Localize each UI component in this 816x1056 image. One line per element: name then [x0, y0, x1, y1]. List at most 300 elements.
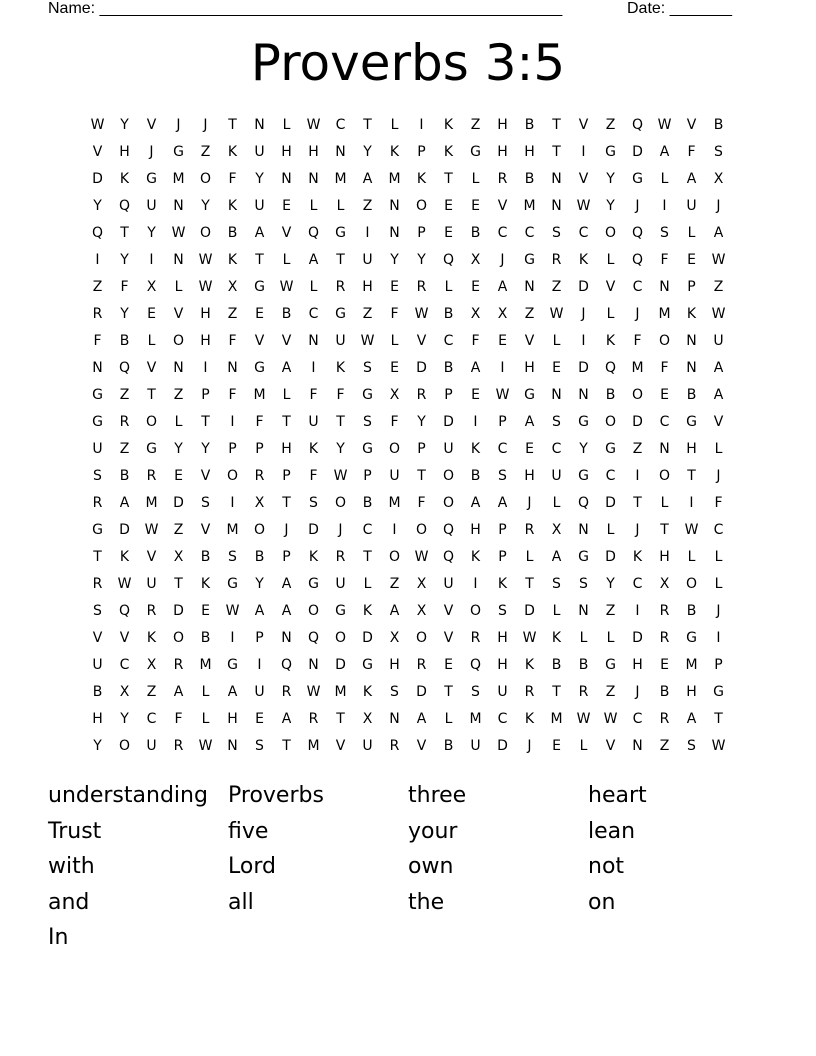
grid-letter: T — [552, 144, 561, 160]
grid-letter: C — [308, 306, 319, 322]
word-bank-item: the — [408, 889, 445, 915]
grid-letter: T — [174, 576, 183, 592]
grid-letter: V — [443, 630, 454, 646]
grid-letter: X — [416, 603, 427, 619]
grid-letter: G — [362, 657, 373, 673]
grid-letter: G — [578, 549, 589, 565]
grid-letter: D — [443, 414, 454, 430]
grid-letter: J — [176, 117, 181, 133]
grid-letter: Q — [307, 225, 320, 241]
grid-letter: C — [551, 441, 562, 457]
grid-letter: L — [201, 684, 210, 700]
grid-letter: E — [390, 279, 399, 295]
grid-letter: H — [632, 657, 643, 673]
grid-letter: I — [473, 414, 478, 430]
grid-letter: W — [117, 576, 132, 592]
grid-letter: P — [282, 549, 291, 565]
grid-letter: S — [498, 603, 507, 619]
grid-letter: R — [524, 684, 535, 700]
grid-letter: G — [524, 252, 535, 268]
grid-letter: B — [443, 360, 454, 376]
grid-letter: G — [713, 684, 724, 700]
grid-letter: O — [388, 549, 401, 565]
grid-letter: W — [711, 306, 726, 322]
grid-letter: A — [686, 171, 697, 187]
word-bank-item: on — [588, 889, 616, 915]
grid-letter: Z — [551, 279, 562, 295]
grid-letter: A — [497, 279, 508, 295]
grid-letter: J — [203, 117, 208, 133]
grid-letter: N — [578, 603, 589, 619]
grid-letter: Y — [93, 198, 102, 214]
grid-letter: S — [552, 225, 561, 241]
grid-letter: C — [632, 711, 643, 727]
grid-letter: R — [416, 279, 427, 295]
grid-letter: B — [713, 117, 724, 133]
grid-letter: G — [335, 603, 346, 619]
grid-letter: G — [605, 144, 616, 160]
grid-letter: V — [416, 333, 427, 349]
grid-letter: X — [470, 252, 481, 268]
grid-letter: I — [473, 576, 478, 592]
grid-letter: R — [173, 657, 184, 673]
grid-letter: N — [389, 225, 400, 241]
grid-letter: X — [497, 306, 508, 322]
grid-letter: A — [281, 576, 292, 592]
word-bank-item: Lord — [228, 854, 276, 879]
grid-letter: E — [552, 360, 561, 376]
grid-letter: A — [659, 144, 670, 160]
grid-letter: P — [498, 414, 507, 430]
grid-letter: Z — [119, 387, 130, 403]
grid-letter: H — [200, 306, 211, 322]
grid-letter: B — [254, 549, 265, 565]
grid-letter: C — [659, 414, 670, 430]
grid-letter: T — [525, 576, 534, 592]
word-bank-item: all — [228, 889, 254, 915]
grid-letter: V — [578, 117, 589, 133]
grid-letter: A — [470, 360, 481, 376]
grid-letter: E — [552, 738, 561, 754]
grid-letter: U — [146, 198, 157, 214]
grid-letter: K — [470, 441, 481, 457]
word-bank-item: not — [588, 854, 625, 879]
grid-letter: Z — [389, 576, 400, 592]
grid-letter: W — [198, 252, 213, 268]
grid-letter: I — [230, 495, 235, 511]
grid-letter: Z — [173, 387, 184, 403]
grid-letter: A — [497, 495, 508, 511]
name-field[interactable]: Name: ____________________________________________________ — [48, 0, 563, 17]
grid-letter: R — [335, 549, 346, 565]
grid-letter: E — [660, 387, 669, 403]
grid-letter: H — [362, 279, 373, 295]
grid-letter: X — [254, 495, 265, 511]
grid-letter: Y — [93, 738, 102, 754]
grid-letter: B — [686, 603, 697, 619]
grid-letter: W — [495, 387, 510, 403]
grid-letter: V — [605, 279, 616, 295]
grid-letter: H — [200, 333, 211, 349]
grid-letter: M — [334, 171, 347, 187]
grid-letter: W — [603, 711, 618, 727]
grid-letter: W — [576, 711, 591, 727]
grid-letter: Z — [362, 306, 373, 322]
grid-letter: I — [203, 360, 208, 376]
grid-letter: J — [500, 252, 505, 268]
grid-letter: E — [525, 441, 534, 457]
grid-letter: O — [334, 495, 347, 511]
grid-letter: P — [417, 225, 426, 241]
grid-letter: X — [173, 549, 184, 565]
grid-letter: G — [92, 522, 103, 538]
grid-letter: G — [632, 171, 643, 187]
grid-letter: P — [282, 468, 291, 484]
word-bank-item: Proverbs — [228, 783, 324, 808]
grid-letter: E — [444, 225, 453, 241]
grid-letter: G — [578, 414, 589, 430]
word-bank-item: lean — [588, 818, 636, 844]
grid-letter: T — [336, 252, 345, 268]
grid-letter: H — [497, 144, 508, 160]
grid-letter: N — [335, 144, 346, 160]
grid-letter: X — [146, 279, 157, 295]
grid-letter: D — [119, 522, 130, 538]
grid-letter: R — [416, 657, 427, 673]
grid-letter: V — [416, 738, 427, 754]
grid-letter: L — [471, 171, 480, 187]
grid-letter: O — [604, 414, 617, 430]
grid-letter: K — [497, 576, 508, 592]
grid-letter: R — [173, 738, 184, 754]
grid-letter: Y — [579, 441, 588, 457]
grid-letter: E — [174, 468, 183, 484]
grid-letter: Z — [119, 441, 130, 457]
grid-letter: L — [687, 549, 696, 565]
grid-letter: H — [227, 711, 238, 727]
grid-letter: V — [200, 522, 211, 538]
grid-letter: R — [335, 279, 346, 295]
grid-letter: L — [390, 117, 399, 133]
grid-letter: N — [578, 387, 589, 403]
grid-letter: Y — [336, 441, 345, 457]
grid-letter: Z — [713, 279, 724, 295]
grid-letter: S — [552, 576, 561, 592]
grid-letter: J — [635, 522, 640, 538]
grid-letter: W — [333, 468, 348, 484]
grid-letter: Q — [118, 603, 131, 619]
grid-letter: O — [631, 387, 644, 403]
grid-letter: M — [307, 738, 320, 754]
grid-letter: W — [171, 225, 186, 241]
grid-letter: A — [713, 360, 724, 376]
grid-letter: O — [334, 630, 347, 646]
grid-letter: D — [578, 279, 589, 295]
grid-letter: Y — [255, 171, 264, 187]
grid-letter: N — [686, 333, 697, 349]
grid-letter: Q — [307, 630, 320, 646]
grid-letter: T — [552, 117, 561, 133]
grid-letter: R — [497, 171, 508, 187]
grid-letter: E — [390, 360, 399, 376]
grid-letter: L — [201, 711, 210, 727]
word-bank-item: In — [48, 925, 69, 950]
grid-letter: S — [660, 225, 669, 241]
grid-letter: O — [199, 171, 212, 187]
grid-letter: I — [500, 360, 505, 376]
grid-letter: N — [389, 198, 400, 214]
grid-letter: W — [144, 522, 159, 538]
grid-letter: V — [524, 333, 535, 349]
grid-letter: B — [119, 468, 130, 484]
grid-letter: C — [578, 225, 589, 241]
grid-letter: W — [549, 306, 564, 322]
grid-letter: F — [471, 333, 480, 349]
grid-letter: G — [578, 468, 589, 484]
grid-letter: W — [279, 279, 294, 295]
grid-letter: S — [471, 684, 480, 700]
grid-letter: D — [173, 603, 184, 619]
grid-letter: O — [415, 630, 428, 646]
grid-letter: V — [254, 333, 265, 349]
grid-letter: R — [308, 711, 319, 727]
grid-letter: T — [363, 117, 372, 133]
grid-letter: P — [255, 630, 264, 646]
date-field[interactable]: Date: _______ — [627, 0, 732, 17]
grid-letter: M — [658, 306, 671, 322]
grid-letter: V — [578, 171, 589, 187]
grid-letter: Y — [606, 171, 615, 187]
grid-letter: X — [416, 576, 427, 592]
grid-letter: Y — [147, 225, 156, 241]
grid-letter: D — [497, 738, 508, 754]
grid-letter: J — [527, 738, 532, 754]
grid-letter: X — [713, 171, 724, 187]
grid-letter: P — [255, 441, 264, 457]
grid-letter: H — [119, 144, 130, 160]
grid-letter: X — [470, 306, 481, 322]
grid-letter: K — [308, 441, 319, 457]
grid-letter: T — [228, 117, 237, 133]
grid-letter: I — [662, 198, 667, 214]
grid-letter: A — [254, 225, 265, 241]
grid-letter: U — [443, 441, 454, 457]
grid-letter: S — [201, 495, 210, 511]
grid-letter: V — [146, 360, 157, 376]
grid-letter: S — [93, 468, 102, 484]
grid-letter: C — [119, 657, 130, 673]
grid-letter: I — [311, 360, 316, 376]
grid-letter: R — [524, 522, 535, 538]
word-bank-item: Trust — [48, 818, 102, 844]
grid-letter: H — [497, 630, 508, 646]
grid-letter: Y — [606, 198, 615, 214]
grid-letter: M — [685, 657, 698, 673]
grid-letter: M — [523, 198, 536, 214]
grid-letter: D — [173, 495, 184, 511]
grid-letter: F — [390, 414, 399, 430]
grid-letter: Z — [470, 117, 481, 133]
grid-letter: K — [308, 549, 319, 565]
grid-letter: N — [551, 198, 562, 214]
grid-letter: A — [281, 711, 292, 727]
grid-letter: A — [281, 603, 292, 619]
grid-letter: B — [443, 738, 454, 754]
grid-letter: F — [660, 360, 669, 376]
grid-letter: S — [255, 738, 264, 754]
grid-letter: W — [684, 522, 699, 538]
grid-letter: E — [687, 252, 696, 268]
grid-letter: L — [336, 198, 345, 214]
grid-letter: H — [308, 144, 319, 160]
grid-letter: Q — [577, 495, 590, 511]
grid-letter: A — [686, 711, 697, 727]
grid-letter: U — [254, 144, 265, 160]
grid-letter: K — [524, 711, 535, 727]
grid-letter: E — [444, 198, 453, 214]
grid-letter: F — [228, 171, 237, 187]
grid-letter: W — [198, 279, 213, 295]
grid-letter: Z — [605, 684, 616, 700]
grid-letter: V — [92, 144, 103, 160]
grid-letter: V — [146, 549, 157, 565]
grid-letter: O — [199, 225, 212, 241]
grid-letter: F — [417, 495, 426, 511]
grid-letter: E — [498, 333, 507, 349]
grid-letter: I — [419, 117, 424, 133]
grid-letter: L — [606, 252, 615, 268]
grid-letter: K — [443, 144, 454, 160]
grid-letter: Q — [442, 522, 455, 538]
grid-letter: L — [579, 630, 588, 646]
grid-letter: B — [524, 117, 535, 133]
grid-letter: B — [470, 468, 481, 484]
grid-letter: W — [360, 333, 375, 349]
grid-letter: O — [145, 414, 158, 430]
grid-letter: M — [334, 684, 347, 700]
grid-letter: M — [226, 522, 239, 538]
grid-letter: B — [659, 684, 670, 700]
grid-letter: L — [552, 333, 561, 349]
grid-letter: F — [390, 306, 399, 322]
word-bank-item: your — [408, 818, 458, 844]
grid-letter: R — [659, 711, 670, 727]
grid-letter: U — [335, 333, 346, 349]
grid-letter: I — [635, 603, 640, 619]
grid-letter: L — [363, 576, 372, 592]
grid-letter: Z — [227, 306, 238, 322]
grid-letter: K — [200, 576, 211, 592]
grid-letter: F — [174, 711, 183, 727]
grid-letter: R — [92, 495, 103, 511]
grid-letter: J — [716, 603, 721, 619]
grid-letter: L — [282, 387, 291, 403]
word-bank-item: three — [408, 783, 467, 808]
grid-letter: O — [307, 603, 320, 619]
grid-letter: O — [253, 522, 266, 538]
grid-letter: P — [417, 441, 426, 457]
grid-letter: O — [658, 468, 671, 484]
grid-letter: I — [230, 630, 235, 646]
grid-letter: W — [711, 252, 726, 268]
grid-letter: A — [362, 171, 373, 187]
grid-letter: D — [416, 360, 427, 376]
grid-letter: A — [551, 549, 562, 565]
grid-letter: O — [658, 333, 671, 349]
grid-letter: R — [659, 630, 670, 646]
grid-letter: T — [687, 468, 696, 484]
grid-letter: W — [522, 630, 537, 646]
grid-letter: Q — [280, 657, 293, 673]
grid-letter: G — [470, 144, 481, 160]
grid-letter: U — [308, 414, 319, 430]
grid-letter: L — [714, 576, 723, 592]
grid-letter: T — [660, 522, 669, 538]
grid-letter: S — [714, 144, 723, 160]
grid-letter: R — [92, 306, 103, 322]
grid-letter: C — [524, 225, 535, 241]
grid-letter: L — [714, 441, 723, 457]
grid-letter: L — [552, 603, 561, 619]
grid-letter: B — [281, 306, 292, 322]
grid-letter: N — [227, 738, 238, 754]
grid-letter: G — [146, 441, 157, 457]
grid-letter: G — [524, 387, 535, 403]
grid-letter: Y — [417, 252, 426, 268]
grid-letter: C — [497, 711, 508, 727]
grid-letter: V — [200, 468, 211, 484]
grid-letter: W — [576, 198, 591, 214]
page-title: Proverbs 3:5 — [250, 34, 566, 92]
grid-letter: K — [119, 549, 130, 565]
grid-letter: D — [308, 522, 319, 538]
word-bank-item: own — [408, 854, 454, 879]
grid-letter: E — [660, 657, 669, 673]
grid-letter: Y — [120, 117, 129, 133]
grid-letter: X — [227, 279, 238, 295]
grid-letter: O — [118, 738, 131, 754]
grid-letter: O — [685, 576, 698, 592]
grid-letter: X — [362, 711, 373, 727]
grid-letter: P — [498, 522, 507, 538]
grid-letter: M — [145, 495, 158, 511]
grid-letter: Z — [524, 306, 535, 322]
grid-letter: N — [632, 738, 643, 754]
grid-letter: U — [92, 441, 103, 457]
grid-letter: U — [362, 738, 373, 754]
grid-letter: G — [335, 225, 346, 241]
grid-letter: I — [635, 468, 640, 484]
grid-letter: A — [281, 360, 292, 376]
grid-letter: G — [308, 576, 319, 592]
grid-letter: C — [443, 333, 454, 349]
grid-letter: Q — [631, 225, 644, 241]
grid-letter: Y — [606, 576, 615, 592]
grid-letter: V — [497, 198, 508, 214]
grid-letter: Q — [469, 657, 482, 673]
grid-letter: N — [308, 333, 319, 349]
grid-letter: S — [552, 414, 561, 430]
grid-letter: W — [306, 684, 321, 700]
word-bank-item: with — [48, 854, 95, 879]
grid-letter: D — [335, 657, 346, 673]
grid-letter: L — [525, 549, 534, 565]
grid-letter: J — [716, 198, 721, 214]
grid-letter: W — [198, 738, 213, 754]
grid-letter: S — [498, 468, 507, 484]
grid-letter: T — [282, 414, 291, 430]
grid-letter: G — [362, 441, 373, 457]
